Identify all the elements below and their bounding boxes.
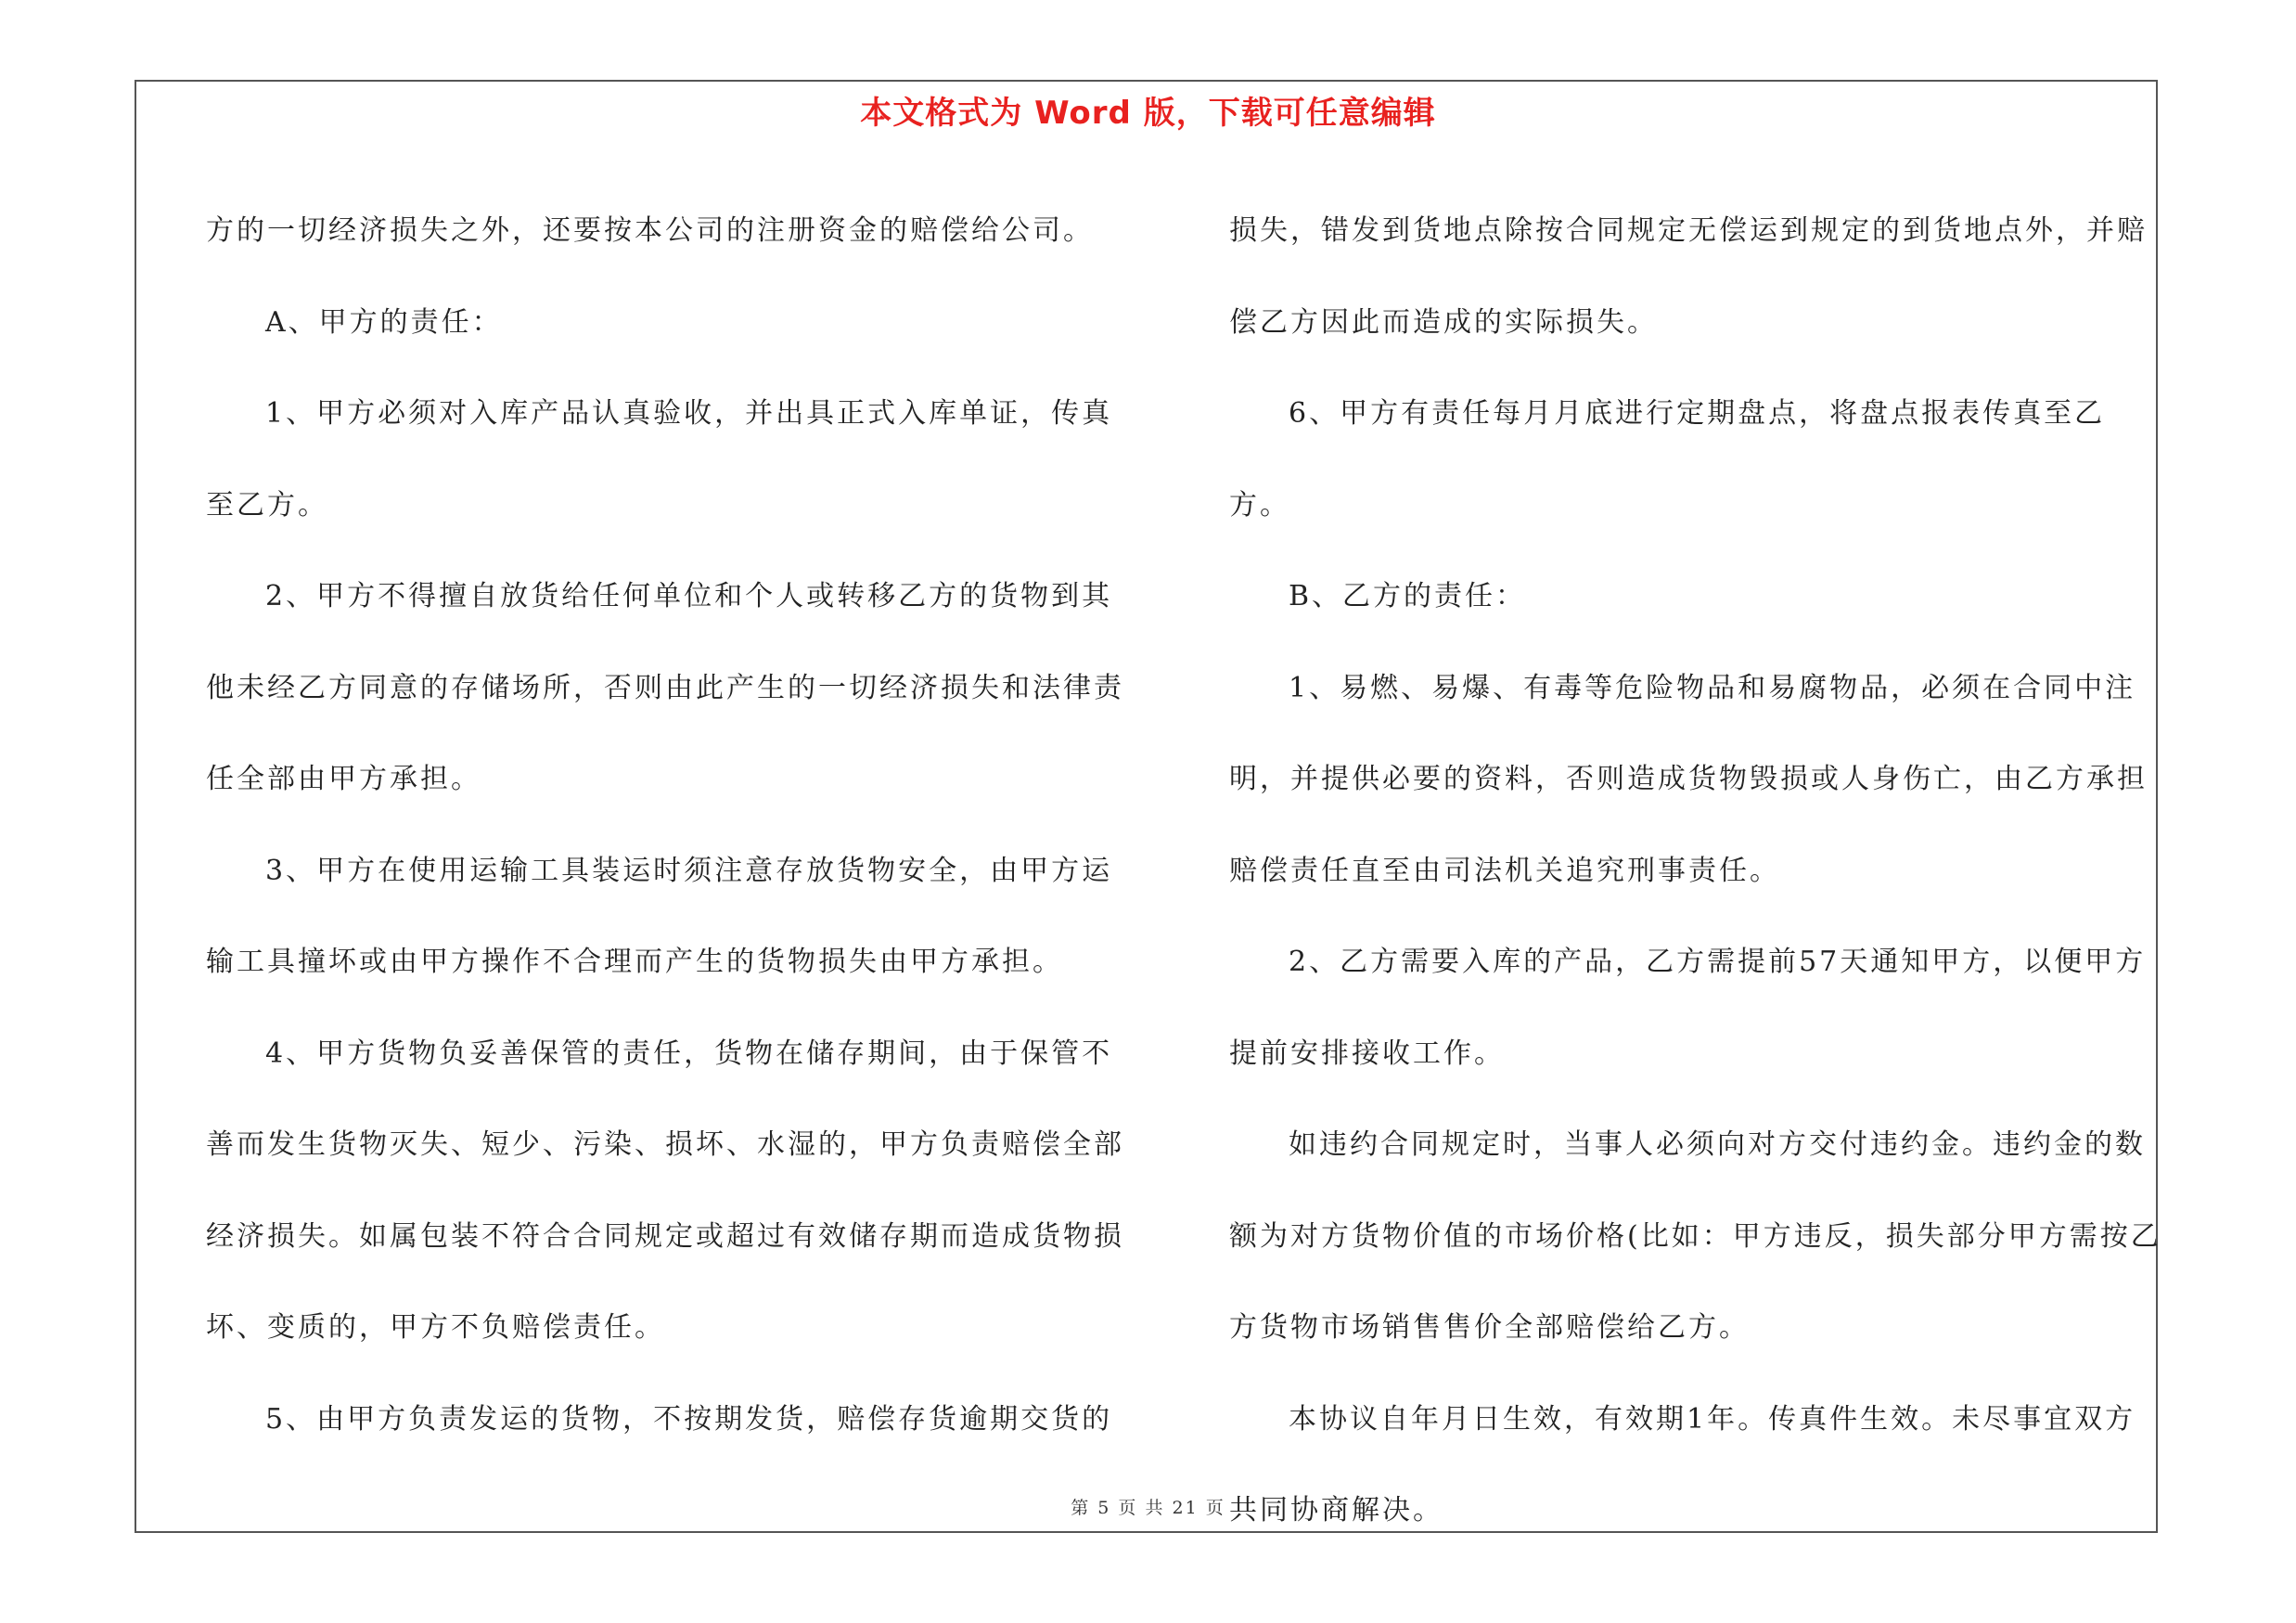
paragraph: B、乙方的责任： xyxy=(1289,580,1527,612)
paragraph: 本协议自年月日生效，有效期1年。传真件生效。未尽事宜双方共同协商解决。 xyxy=(1229,1402,2136,1526)
paragraph: 如违约合同规定时，当事人必须向对方交付违约金。违约金的数额为对方货物价值的市场价格(比如：甲方违反，损失部分甲方需按乙方货物市场销售售价全部赔偿给乙方。 xyxy=(1229,1128,2161,1344)
format-banner: 本文格式为 Word 版，下载可任意编辑 xyxy=(860,95,1436,132)
paragraph: 1、甲方必须对入库产品认真验收，并出具正式入库单证，传真至乙方。 xyxy=(206,397,1113,522)
paragraph: 方的一切经济损失之外，还要按本公司的注册资金的赔偿给公司。 xyxy=(206,214,1094,247)
paragraph: 1、易燃、易爆、有毒等危险物品和易腐物品，必须在合同中注明，并提供必要的资料，否则造成货物毁损或人身伤亡，由乙方承担赔偿责任直至由司法机关追究刑事责任。 xyxy=(1229,671,2148,887)
paragraph: 6、甲方有责任每月月底进行定期盘点，将盘点报表传真至乙方。 xyxy=(1229,397,2106,522)
paragraph: 损失，错发到货地点除按合同规定无偿运到规定的到货地点外，并赔偿乙方因此而造成的实际损失。 xyxy=(1229,214,2148,339)
paragraph: 4、甲方货物负妥善保管的责任，货物在储存期间，由于保管不善而发生货物灭失、短少、污染、损坏、水湿的，甲方负责赔偿全部经济损失。如属包装不符合合同规定或超过有效储存期而造成货物损坏、变质的，甲方不负赔偿责任。 xyxy=(206,1037,1124,1344)
paragraph: 2、甲方不得擅自放货给任何单位和个人或转移乙方的货物到其他未经乙方同意的存储场所，否则由此产生的一切经济损失和法律责任全部由甲方承担。 xyxy=(206,580,1124,795)
page-number: 第 5 页 共 21 页 xyxy=(1071,1498,1225,1518)
paragraph: 2、乙方需要入库的产品，乙方需提前57天通知甲方，以便甲方提前安排接收工作。 xyxy=(1229,946,2147,1070)
right-column xyxy=(1229,186,2166,1557)
paragraph: 5、由甲方负责发运的货物，不按期发货，赔偿存货逾期交货的 xyxy=(265,1402,1113,1436)
left-column xyxy=(206,186,1124,1465)
paragraph: A、甲方的责任： xyxy=(265,305,503,339)
paragraph: 3、甲方在使用运输工具装运时须注意存放货物安全，由甲方运输工具撞坏或由甲方操作不合理而产生的货物损失由甲方承担。 xyxy=(206,854,1113,978)
